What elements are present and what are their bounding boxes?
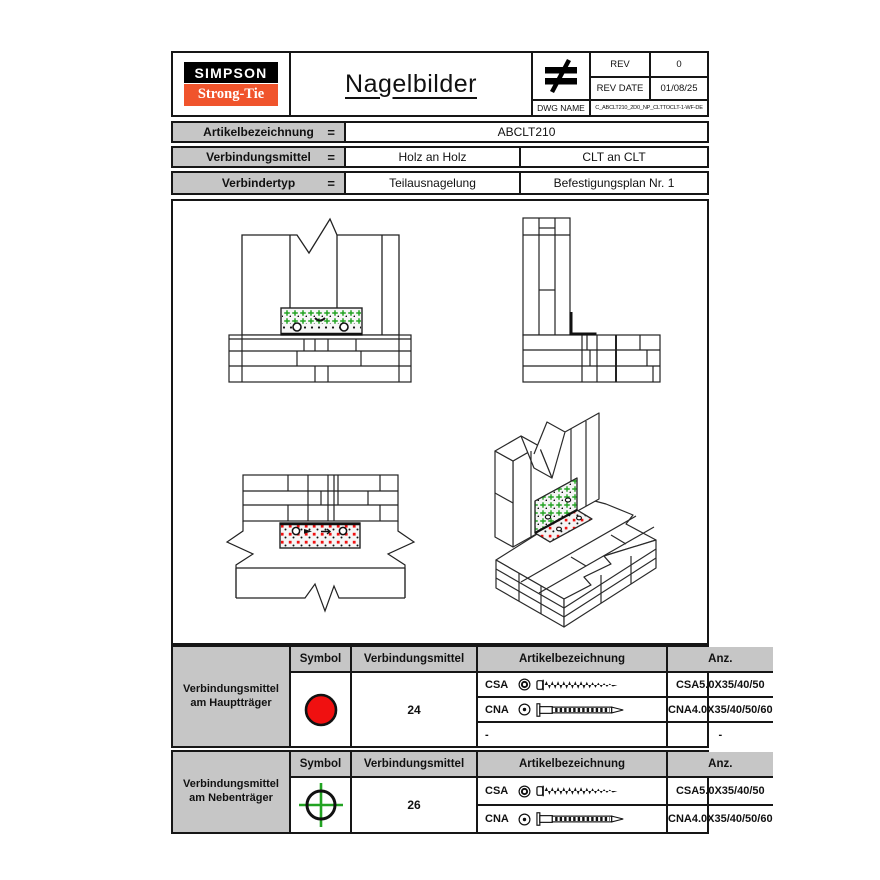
- meta-value-article: ABCLT210: [497, 125, 556, 139]
- dwg-name-label: DWG NAME: [533, 99, 589, 115]
- column-header-fastener: Verbindungsmittel: [350, 752, 476, 776]
- meta-value-right: Befestigungsplan Nr. 1: [553, 176, 675, 190]
- title-block-header: [171, 51, 709, 117]
- screw-head-icon: [518, 785, 531, 798]
- nail-plate-red: [280, 523, 360, 548]
- logo-strongtie-text: Strong-Tie: [184, 84, 278, 106]
- section-label-nebenträger: Verbindungsmittel am Nebenträger: [173, 752, 289, 832]
- fastener-row-csa: CSA: [476, 671, 666, 696]
- article-cna: CNA4.0X35/40/50/60: [666, 696, 773, 721]
- side-section-corner-drawing: [503, 205, 685, 401]
- section-label-hauptträger: Verbindungsmittel am Hauptträger: [173, 647, 289, 746]
- bracket-edge-mark: [570, 312, 597, 336]
- meta-label: [173, 148, 346, 166]
- fastener-row-empty: -: [476, 721, 666, 746]
- nail-head-icon: [518, 813, 531, 826]
- meta-row-verbindertyp: [171, 171, 709, 195]
- screw-head-icon: [518, 678, 531, 691]
- logo-cell: [173, 53, 291, 115]
- rev-date-value: 01/08/25: [649, 76, 707, 99]
- article-empty: -: [666, 721, 773, 746]
- fastener-table-nebenträger: [171, 750, 773, 834]
- clt-wall-section: [523, 218, 570, 335]
- rev-value: 0: [649, 53, 707, 76]
- not-equal-logo-icon: [533, 53, 589, 99]
- column-header-symbol: Symbol: [289, 647, 350, 671]
- meta-value-right: CLT an CLT: [582, 150, 646, 164]
- fastener-row-csa: CSA: [476, 776, 666, 804]
- column-header-article: Artikelbezeichnung: [476, 647, 666, 671]
- equals-sign: =: [327, 175, 335, 191]
- nail-side-icon: [536, 811, 628, 827]
- logo-simpson-text: SIMPSON: [184, 62, 278, 83]
- title-cell: [291, 53, 531, 115]
- qty-nebenträger: 26: [350, 776, 476, 832]
- symbol-red-circle: [289, 671, 350, 746]
- clt-floor-front: [229, 335, 411, 382]
- meta-label: [173, 173, 346, 193]
- meta-label-text: Verbindungsmittel: [206, 150, 311, 164]
- rev-date-label: REV DATE: [589, 76, 649, 99]
- column-header-qty: Anz.: [666, 752, 773, 776]
- screw-side-icon: [536, 677, 628, 693]
- fastener-table-hauptträger: [171, 645, 773, 748]
- front-view-wall-to-floor-drawing: [219, 205, 421, 401]
- drawing-sheet: [171, 51, 773, 834]
- meta-label-text: Verbindertyp: [221, 176, 296, 190]
- meta-row-verbindungsmittel: [171, 146, 709, 168]
- equals-sign: =: [327, 124, 335, 140]
- column-header-qty: Anz.: [666, 647, 773, 671]
- meta-label-text: Artikelbezeichnung: [203, 125, 314, 139]
- meta-value-left: Holz an Holz: [346, 148, 521, 166]
- meta-row-artikelbezeichnung: [171, 121, 709, 143]
- rev-label: REV: [589, 53, 649, 76]
- meta-label: [173, 123, 346, 141]
- simpson-strongtie-logo: [184, 62, 278, 106]
- meta-value-left: Teilausnagelung: [346, 173, 521, 193]
- screw-side-icon: [536, 783, 628, 799]
- nail-side-icon: [536, 702, 628, 718]
- column-header-symbol: Symbol: [289, 752, 350, 776]
- front-view-main-member-drawing: [223, 443, 425, 631]
- fastener-row-cna: CNA: [476, 696, 666, 721]
- nail-plate-green: [281, 308, 362, 335]
- column-header-article: Artikelbezeichnung: [476, 752, 666, 776]
- article-cna: CNA4.0X35/40/50/60: [666, 804, 773, 832]
- dwg-name-value: C_ABCLT210_2D0_NP_CLTTOCLT-1-WF-DE: [589, 99, 707, 115]
- clt-floor-section: [523, 335, 660, 382]
- equals-sign: =: [327, 149, 335, 165]
- drawing-area: [171, 199, 709, 645]
- clt-wall-above: [243, 475, 398, 521]
- column-header-fastener: Verbindungsmittel: [350, 647, 476, 671]
- article-csa: CSA5.0X35/40/50: [666, 776, 773, 804]
- nail-head-icon: [518, 703, 531, 716]
- fastener-row-cna: CNA: [476, 804, 666, 832]
- page-title: Nagelbilder: [345, 69, 477, 98]
- article-csa: CSA5.0X35/40/50: [666, 671, 773, 696]
- revision-block: [531, 53, 707, 115]
- isometric-view-drawing: [451, 397, 683, 643]
- qty-hauptträger: 24: [350, 671, 476, 746]
- symbol-green-crosshair: [289, 776, 350, 832]
